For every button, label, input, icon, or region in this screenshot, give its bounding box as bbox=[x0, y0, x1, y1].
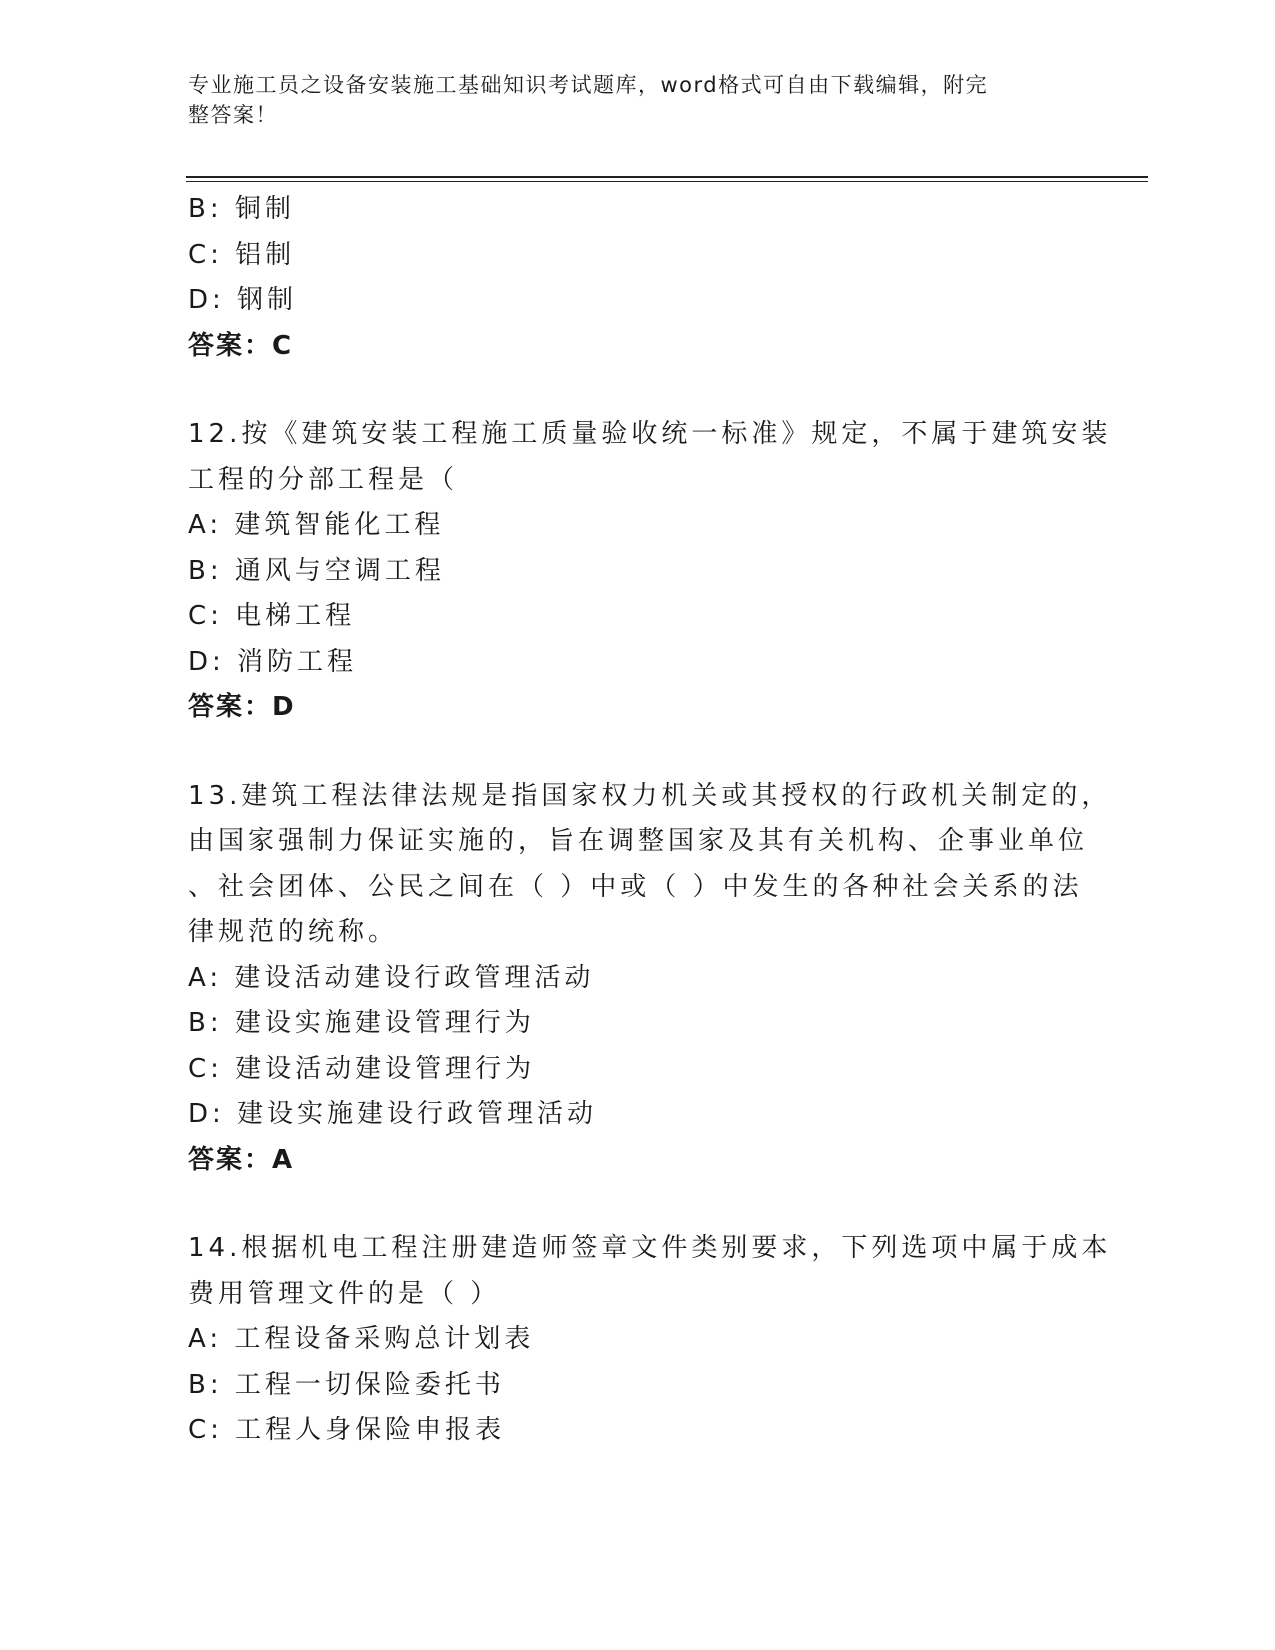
answer-line: 答案：D bbox=[188, 692, 296, 722]
question-14 bbox=[188, 1226, 1112, 1454]
answer-line: 答案：C bbox=[188, 330, 294, 361]
option-d: D: 建设实施建设行政管理活动 bbox=[188, 1099, 598, 1129]
question-text-line: 费用管理文件的是（ ） bbox=[188, 1278, 501, 1309]
question-text-line: 工程的分部工程是（ bbox=[188, 464, 459, 495]
option-b: B: 建设实施建设管理行为 bbox=[188, 1008, 535, 1038]
option-c: C: 铝制 bbox=[188, 239, 296, 270]
question-content bbox=[188, 187, 1112, 1454]
question-text-line: 律规范的统称。 bbox=[188, 917, 399, 947]
option-a: A: 工程设备采购总计划表 bbox=[188, 1324, 535, 1354]
option-b: B: 通风与空调工程 bbox=[188, 555, 445, 586]
document-header bbox=[188, 70, 1068, 130]
question-text-line: 12.按《建筑安装工程施工质量验收统一标准》规定，不属于建筑安装 bbox=[188, 419, 1112, 449]
option-c: C: 工程人身保险申报表 bbox=[188, 1415, 506, 1445]
answer-line: 答案：A bbox=[188, 1144, 295, 1175]
question-text-line: 13.建筑工程法律法规是指国家权力机关或其授权的行政机关制定的， bbox=[188, 780, 1112, 811]
option-c: C: 电梯工程 bbox=[188, 601, 356, 631]
question-text-line: 、社会团体、公民之间在（ ）中或（ ）中发生的各种社会关系的法 bbox=[188, 871, 1083, 902]
question-13 bbox=[188, 774, 1112, 1184]
header-line-2: 整答案！ bbox=[188, 103, 278, 127]
question-11-tail bbox=[188, 187, 1088, 369]
question-12 bbox=[188, 412, 1112, 731]
header-divider-thin bbox=[186, 181, 1148, 182]
option-b: B: 工程一切保险委托书 bbox=[188, 1369, 505, 1400]
option-d: D: 消防工程 bbox=[188, 646, 358, 677]
header-line-1: 专业施工员之设备安装施工基础知识考试题库，word格式可自由下载编辑，附完 bbox=[188, 73, 989, 97]
question-text-line: 14.根据机电工程注册建造师签章文件类别要求，下列选项中属于成本 bbox=[188, 1233, 1112, 1263]
header-divider-thick bbox=[186, 176, 1148, 178]
option-a: A: 建设活动建设行政管理活动 bbox=[188, 962, 595, 993]
option-d: D: 钢制 bbox=[188, 285, 298, 315]
option-a: A: 建筑智能化工程 bbox=[188, 510, 445, 540]
option-b: B: 铜制 bbox=[188, 194, 295, 224]
option-c: C: 建设活动建设管理行为 bbox=[188, 1053, 536, 1084]
question-text-line: 由国家强制力保证实施的，旨在调整国家及其有关机构、企事业单位 bbox=[188, 826, 1089, 856]
